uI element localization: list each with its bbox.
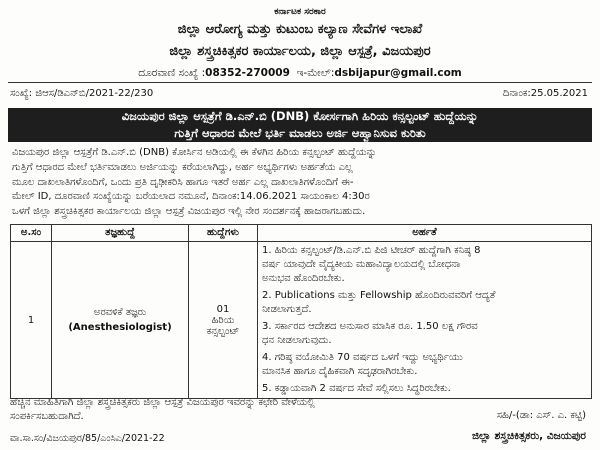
header-sl: ಅ.ಸಂ [11, 225, 52, 242]
qualification-line: 3. ಸರ್ಕಾರದ ಆದೇಶದ ಅನುಸಾರ ಮಾಸಿಕ ರೂ. 1.50 ಲಕ್ಷ ಗೌರವ [262, 321, 478, 332]
email-address: dsbijapur@gmail.com [334, 67, 462, 79]
office-title: ಜಿಲ್ಲಾ ಶಸ್ತ್ರಚಿಕಿತ್ಸಕರ ಕಾರ್ಯಾಲಯ, ಜಿಲ್ಲಾ ಆಸ್ಪತ್ರೆ, ವಿಜಯಪುರ [169, 44, 431, 59]
intro-paragraph [12, 146, 590, 220]
header-post: ತಜ್ಞಹುದ್ದೆ [52, 225, 189, 242]
row-post [52, 242, 189, 399]
qualification-item [262, 320, 587, 348]
qualification-line: 5. ಕಡ್ಡಾಯವಾಗಿ 2 ವರ್ಷದ ಸೇವೆ ಸಲ್ಲಿಸಲು ಸಿದ್ಧರಿರಬೇಕು. [262, 383, 451, 394]
subject-banner [8, 108, 592, 142]
government-title: ಕರ್ನಾಟಕ ಸರಕಾರ [274, 7, 326, 17]
row-qualifications [258, 242, 592, 399]
post-english: (Anesthesiologist) [68, 322, 172, 333]
contact-line [0, 67, 600, 80]
qualification-line: 2. Publications ಮತ್ತು Fellowship ಹೊಂದಿರುವವರಿಗೆ ಆದ್ಯತೆ [262, 290, 496, 301]
header-divider [8, 82, 592, 83]
signature: ಸಹಿ/-(ಡಾ: ಎಸ್. ಎ. ಕಟ್ಟಿ) [496, 410, 586, 421]
post-level-2: ಕನ್ಸಲ್ಟಂಟ್ [206, 325, 240, 337]
qualification-line: ಅನುಭವ ಹೊಂದಿರಬೇಕು. [262, 273, 345, 284]
intro-line: ಒಳಗೆ ಜಿಲ್ಲಾ ಶಸ್ತ್ರಚಿಕಿತ್ಸಕರ ಕಾರ್ಯಾಲಯ ಜಿಲ್ಲಾ ಆಸ್ಪತ್ರೆ ವಿಜಯಪುರ ಇಲ್ಲಿ ನೇರ ಸಂದರ್ಶನಕ್ಕೆ ಹಾಜರಾಗಬಹುದು. [12, 206, 366, 218]
post-level: ಹಿರಿಯ [211, 314, 235, 326]
row-sl: 1 [11, 242, 52, 399]
row-count [189, 242, 258, 399]
table-row [11, 242, 592, 399]
qualification-line: ಮಾನಸಿಕ ಹಾಗೂ ದೈಹಿಕವಾಗಿ ಸದೃಢರಾಗಿರಬೇಕು. [262, 366, 418, 377]
subject-line-1: ವಿಜಯಪುರ ಜಿಲ್ಲಾ ಆಸ್ಪತ್ರೆಗೆ ಡಿ.ಎನ್.ಬಿ (DNB) ಕೋರ್ಸಗಾಗಿ ಹಿರಿಯ ಕನ್ಸಲ್ಟಂಟ್ ಹುದ್ದೆಯನ್ನು [121, 109, 479, 123]
qualification-line: 4. ಗರಿಷ್ಠ ವಯೋಮಿತಿ 70 ವರ್ಷದ ಒಳಗೆ ಇದ್ದು ಅಭ್ಯರ್ಥಿಯು [262, 352, 463, 363]
qualification-line: ನೀಡಲಾಗುತ್ತದೆ. [262, 304, 312, 315]
table-header-row [11, 225, 592, 242]
intro-line: ಗುತ್ತಿಗೆ ಆಧಾರದ ಮೇಲೆ ಭರ್ತಿಮಾಡಲು ಅರ್ಜಿಯನ್ನು ಕರೆಯಲಾಗಿದ್ದು, ಅರ್ಹ ಅಭ್ಯರ್ಥಿಗಳು ಅರ್ಹತೆಯ ಎಲ್ಲ [12, 161, 353, 173]
phone-number: 08352-270009 [205, 67, 290, 79]
document-code: ವಾ.ಸಾ.ಸಂ/ವಿಜಯಪುರ/85/ಎಂಸಿಎ/2021-22 [10, 433, 165, 444]
vacancy-table [10, 224, 592, 399]
intro-line: ಮೂಲ ದಾಖಲಾತಿಗಳೊಂದಿಗೆ, ಒಂದು ಪ್ರತಿ ದೃಢೀಕರಿಸಿ ಹಾಗೂ ಇತರೆ ಅರ್ಹ ಎಲ್ಲ ದಾಖಲಾತಿಗಳೊಂದಿಗೆ ಈ- [12, 176, 354, 188]
qualification-item [262, 382, 587, 396]
note-line: ಸಂಪರ್ಕಿಸಬಹುದಾಗಿದೆ. [10, 411, 84, 422]
intro-line: ಮೇಲ್ ID, ದೂರವಾಣಿ ಸಂಖ್ಯೆಯನ್ನು ಬರೆಯಲಾದ ನಮೂನೆ, ದಿನಾಂಕ:14.06.2021 ಸಾಯಂಕಾಲ 4:30ರ [12, 191, 370, 203]
email-label: ಇ-ಮೇಲ್: [296, 67, 335, 79]
subject-line-2: ಗುತ್ತಿಗೆ ಆಧಾರದ ಮೇಲೆ ಭರ್ತಿ ಮಾಡಲು ಅರ್ಜಿ ಆಹ್ವಾನಿಸುವ ಕುರಿತು [174, 126, 426, 140]
qualification-line: ಧನ ನೀಡಲಾಗುವುದು. [262, 335, 332, 346]
department-title: ಜಿಲ್ಲಾ ಆರೋಗ್ಯ ಮತ್ತು ಕುಟುಂಬ ಕಲ್ಯಾಣ ಸೇವೆಗಳ ಇಲಾಖೆ [177, 22, 423, 37]
post-kannada: ಅರವಳಿಕೆ ತಜ್ಞರು [93, 307, 147, 318]
qualification-item [262, 289, 587, 317]
qualification-item [262, 351, 587, 379]
reference-number: ಸಂಖ್ಯೆ: ಜಿಆಸ/ಡಿಎನ್‌ಬಿ/2021-22/230 [10, 88, 154, 99]
note-line: ಹೆಚ್ಚಿನ ಮಾಹಿತಿಗಾಗಿ ಜಿಲ್ಲಾ ಶಸ್ತ್ರಚಿಕಿತ್ಸಕರು ಜಿಲ್ಲಾ ಆಸ್ಪತ್ರೆ ವಿಜಯಪುರ ಇವರನ್ನು ಕಛೇರಿ ವೇಳೆಯಲ್ಲಿ [10, 397, 315, 408]
phone-label: ದೂರವಾಣಿ ಸಂಖ್ಯೆ : [138, 67, 206, 79]
qualification-line: ವರ್ಷ ಯಾವುದೇ ವೈದ್ಯಕೀಯ ಮಹಾವಿದ್ಯಾಲಯದಲ್ಲಿ ಬೋಧನಾ [262, 259, 461, 270]
document-date: ದಿನಾಂಕ:25.05.2021 [502, 88, 588, 99]
intro-line: ವಿಜಯಪುರ ಜಿಲ್ಲಾ ಆಸ್ಪತ್ರೆಗೆ ಡಿ.ಎನ್.ಬಿ (DNB) ಕೋರ್ಸಿನ ಅಡಿಯಲ್ಲಿ ಈ ಕೆಳಗಿನ ಹಿರಿಯ ಕನ್ಸಲ್ಟಂಟ್ ಹುದ್ದೆಯನ್ನು [12, 147, 377, 158]
qualification-line: 1. ಹಿರಿಯ ಕನ್ಸಲ್ಟಂಟ್/ಡಿ.ಎನ್.ಬಿ ಪಿಜಿ ಟೀಚರ್ ಹುದ್ದೆಗಾಗಿ ಕನಿಷ್ಠ 8 [262, 245, 481, 256]
header-qualification: ಅರ್ಹತೆ [258, 225, 592, 242]
signatory-designation: ಜಿಲ್ಲಾ ಶಸ್ತ್ರಚಿಕಿತ್ಸಕರು, ವಿಜಯಪುರ [472, 430, 586, 442]
header-count: ಹುದ್ದೆಗಳು [189, 225, 258, 242]
qualification-item [262, 244, 587, 286]
post-count: 01 [216, 303, 230, 315]
